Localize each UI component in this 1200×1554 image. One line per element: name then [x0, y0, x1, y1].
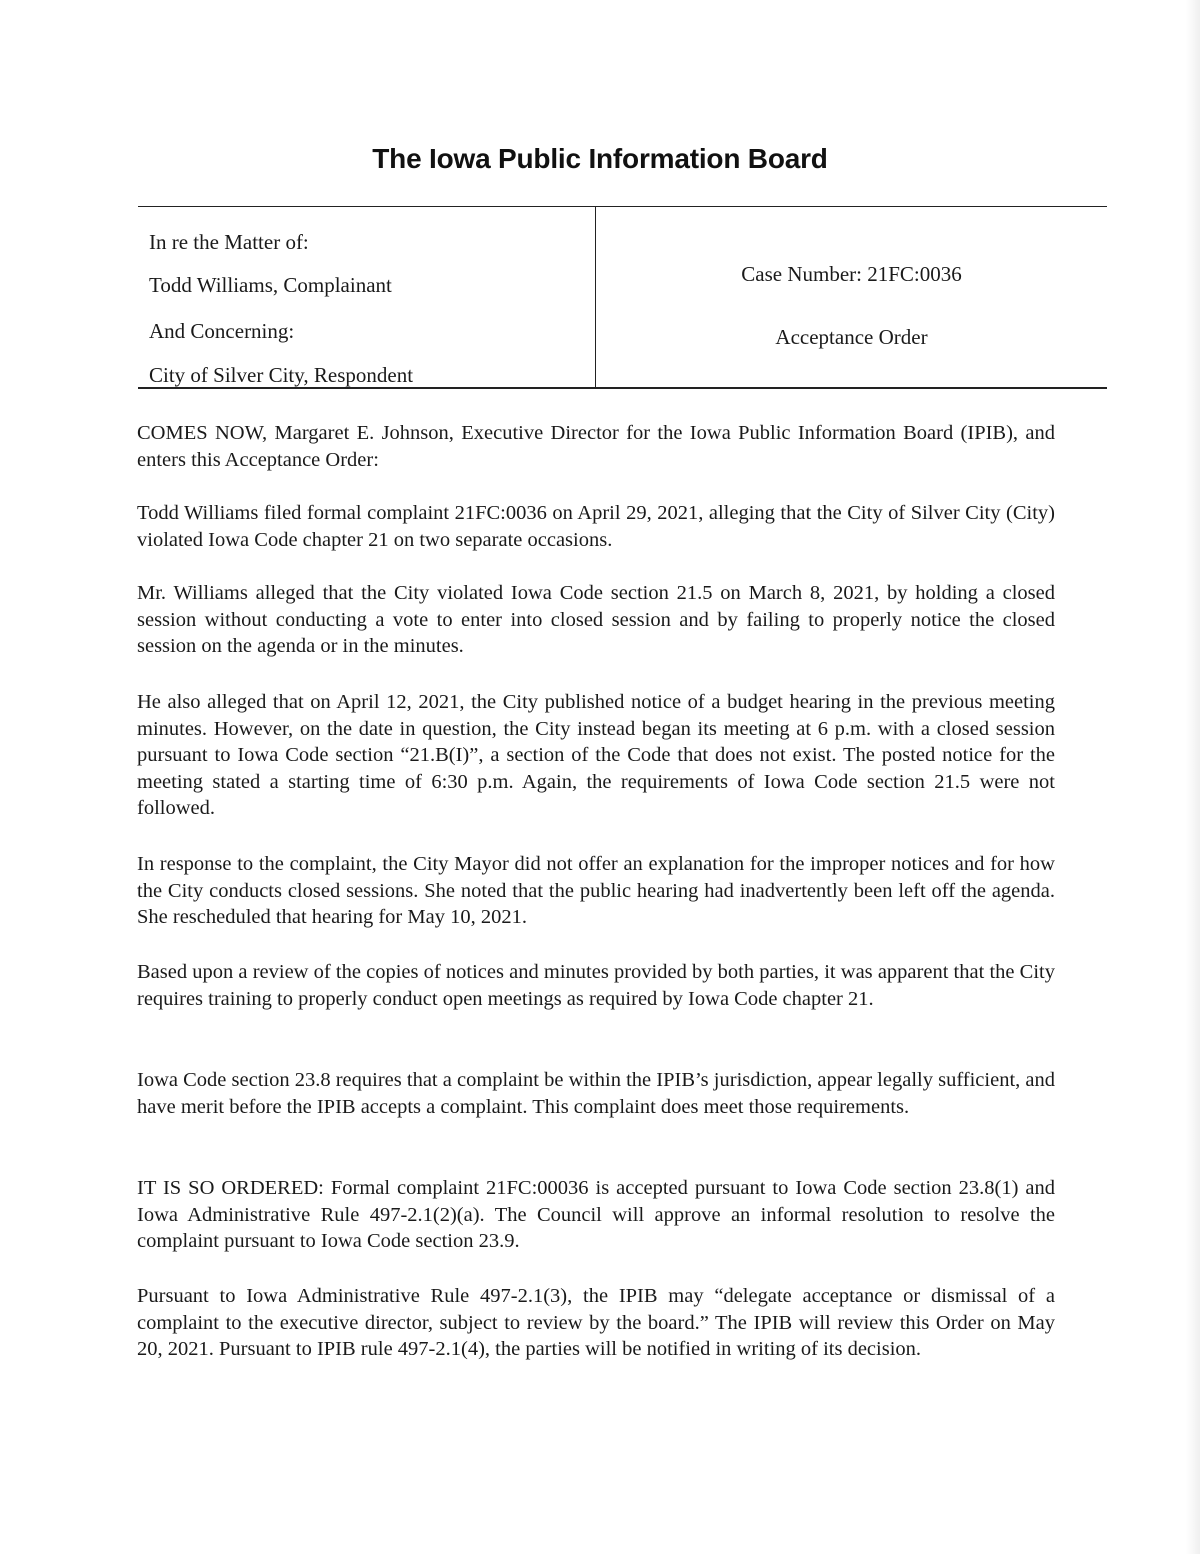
paragraph-jurisdiction: Iowa Code section 23.8 requires that a complaint be within the IPIB’s jurisdiction, appear legally sufficient, and have merit before the IPIB accepts a complaint. This complaint does meet those requirements. [137, 1069, 1055, 1118]
paragraph-review-notice: Pursuant to Iowa Administrative Rule 497-2.1(3), the IPIB may “delegate acceptance or dismissal of a complaint to the executive director, subject to review by the board.” The IPIB will review this Order on May 20, 2021. Pursuant to IPIB rule 497-2.1(4), the parties will be notified in writing of its decision. [137, 1285, 1055, 1360]
respondent-name: City of Silver City, Respondent [149, 363, 414, 387]
caption-divider [595, 207, 596, 387]
paragraph-march-allegation: Mr. Williams alleged that the City violated Iowa Code section 21.5 on March 8, 2021, by holding a closed session without conducting a vote to enter into closed session and by failing to properly notice the closed session on the agenda or in the minutes. [137, 582, 1055, 657]
case-caption-table [138, 206, 1107, 389]
matter-label: In re the Matter of: [149, 230, 309, 254]
paragraph-complaint-filed: Todd Williams filed formal complaint 21FC:0036 on April 29, 2021, alleging that the City of Silver City (City) violated Iowa Code chapter 21 on two separate occasions. [137, 502, 1055, 551]
scan-page-edge [1186, 0, 1200, 1554]
complainant-name: Todd Williams, Complainant [149, 273, 392, 297]
document-title: The Iowa Public Information Board [372, 143, 828, 174]
paragraph-review-finding: Based upon a review of the copies of notices and minutes provided by both parties, it was apparent that the City requires training to properly conduct open meetings as required by Iowa Code chapter 21. [137, 961, 1055, 1010]
paragraph-city-response: In response to the complaint, the City Mayor did not offer an explanation for the improper notices and for how the City conducts closed sessions. She noted that the public hearing had inadvertently been left off the agenda. She rescheduled that hearing for May 10, 2021. [137, 853, 1055, 928]
concerning-label: And Concerning: [149, 319, 295, 343]
paragraph-comes-now: COMES NOW, Margaret E. Johnson, Executive Director for the Iowa Public Information Board (IPIB), and enters this Acceptance Order: [137, 422, 1055, 471]
case-number: Case Number: 21FC:0036 [741, 262, 962, 286]
paragraph-order: IT IS SO ORDERED: Formal complaint 21FC:00036 is accepted pursuant to Iowa Code section 23.8(1) and Iowa Administrative Rule 497-2.1(2)(a). The Council will approve an informal resolution to resolve the complaint pursuant to Iowa Code section 23.9. [137, 1177, 1055, 1252]
order-type: Acceptance Order [775, 325, 928, 349]
paragraph-april-allegation: He also alleged that on April 12, 2021, the City published notice of a budget hearing in the previous meeting minutes. However, on the date in question, the City instead began its meeting at 6 p.m. with a closed session pursuant to Iowa Code section “21.B(I)”, a section of the Code that does not exist. The posted notice for the meeting stated a starting time of 6:30 p.m. Again, the requirements of Iowa Code section 21.5 were not followed. [137, 691, 1055, 819]
